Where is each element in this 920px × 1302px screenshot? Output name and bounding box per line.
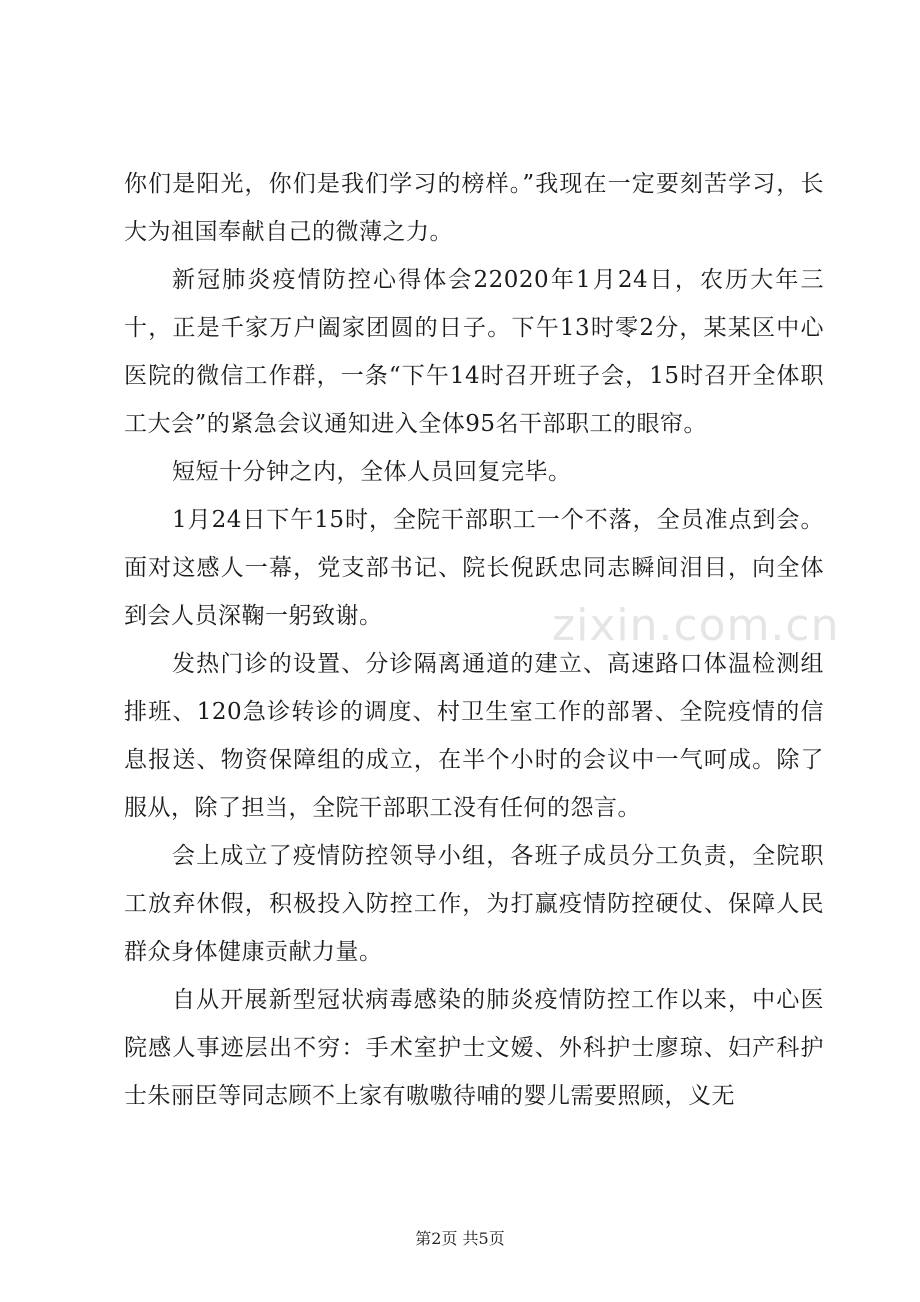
watermark: zixin.com.cn <box>552 600 840 651</box>
paragraph-6: 会上成立了疫情防控领导小组，各班子成员分工负责，全院职工放弃休假，积极投入防控工作，为打赢疫情防控硬仗、保障人民群众身体健康贡献力量。 <box>124 843 824 965</box>
page-footer: 第2页 共5页 <box>415 1229 505 1248</box>
document-body <box>124 160 824 1120</box>
paragraph-1: 你们是阳光，你们是我们学习的榜样。”我现在一定要刻苦学习，长大为祖国奉献自己的微薄之力。 <box>124 171 824 245</box>
paragraph-5: 发热门诊的设置、分诊隔离通道的建立、高速路口体温检测组排班、120急诊转诊的调度、村卫生室工作的部署、全院疫情的信息报送、物资保障组的成立，在半个小时的会议中一气呵成。除了服从，除了担当，全院干部职工没有任何的怨言。 <box>124 651 824 821</box>
paragraph-4: 1月24日下午15时，全院干部职工一个不落，全员准点到会。面对这感人一幕，党支部书记、院长倪跃忠同志瞬间泪目，向全体到会人员深鞠一躬致谢。 <box>124 507 824 629</box>
paragraph-7: 自从开展新型冠状病毒感染的肺炎疫情防控工作以来，中心医院感人事迹层出不穷：手术室护士文嫒、外科护士廖琼、妇产科护士朱丽臣等同志顾不上家有嗷嗷待哺的婴儿需要照顾，义无 <box>124 987 824 1109</box>
paragraph-3: 短短十分钟之内，全体人员回复完毕。 <box>172 459 572 485</box>
paragraph-2: 新冠肺炎疫情防控心得体会22020年1月24日，农历大年三十，正是千家万户阖家团圆的日子。下午13时零2分，某某区中心医院的微信工作群，一条“下午14时召开班子会，15时召开全体职工大会”的紧急会议通知进入全体95名干部职工的眼帘。 <box>124 267 824 437</box>
